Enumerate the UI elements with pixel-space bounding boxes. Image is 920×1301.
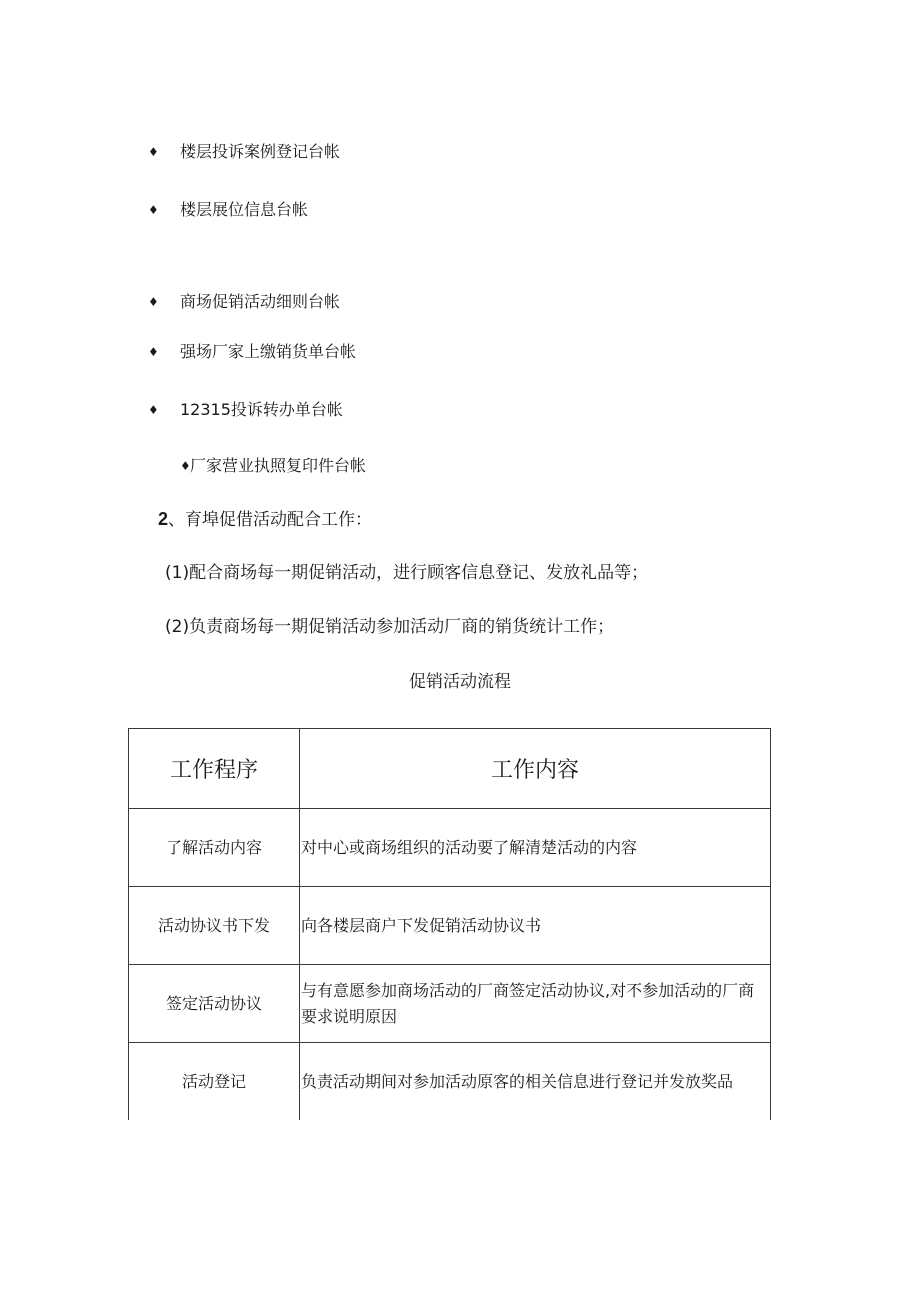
table-header-row xyxy=(129,729,771,809)
ledger-item: 12315投诉转办单台帐 xyxy=(180,400,343,419)
content-cell: 负责活动期间对参加活动原客的相关信息进行登记并发放奖品 xyxy=(300,1043,771,1121)
step-cell: 签定活动协议 xyxy=(129,965,300,1043)
diamond-bullet-icon: ♦ xyxy=(148,295,159,309)
header-work-procedure: 工作程序 xyxy=(129,729,300,809)
promotion-flow-table xyxy=(128,728,771,1120)
section-heading xyxy=(158,507,372,532)
table-row xyxy=(129,1043,771,1121)
step-cell: 活动协议书下发 xyxy=(129,887,300,965)
diamond-bullet-icon: ♦ xyxy=(148,145,159,159)
ledger-item: 厂家营业执照复印件台帐 xyxy=(190,456,367,475)
table-title: 促销活动流程 xyxy=(409,672,511,692)
diamond-bullet-icon: ♦ xyxy=(180,459,191,473)
diamond-bullet-icon: ♦ xyxy=(148,203,159,217)
section-title: 、育埠促借活动配合工作： xyxy=(168,510,373,530)
diamond-bullet-icon: ♦ xyxy=(148,345,159,359)
section-point: (1)配合商场每一期促销活动，进行顾客信息登记、发放礼品等； xyxy=(165,563,649,583)
content-cell: 与有意愿参加商场活动的厂商签定活动协议,对不参加活动的厂商要求说明原因 xyxy=(300,965,771,1043)
ledger-item: 商场促销活动细则台帐 xyxy=(180,292,341,311)
section-number: 2 xyxy=(158,509,169,529)
ledger-item: 楼层投诉案例登记台帐 xyxy=(180,142,341,161)
table-row xyxy=(129,809,771,887)
header-work-content: 工作内容 xyxy=(300,729,771,809)
section-point: (2)负责商场每一期促销活动参加活动厂商的销货统计工作； xyxy=(165,617,615,637)
content-cell: 对中心或商场组织的活动要了解清楚活动的内容 xyxy=(300,809,771,887)
table-row xyxy=(129,965,771,1043)
step-cell: 了解活动内容 xyxy=(129,809,300,887)
ledger-item: 强场厂家上缴销货单台帐 xyxy=(180,342,357,361)
table-row xyxy=(129,887,771,965)
ledger-item: 楼层展位信息台帐 xyxy=(180,200,309,219)
step-cell: 活动登记 xyxy=(129,1043,300,1121)
content-cell: 向各楼层商户下发促销活动协议书 xyxy=(300,887,771,965)
diamond-bullet-icon: ♦ xyxy=(148,403,159,417)
